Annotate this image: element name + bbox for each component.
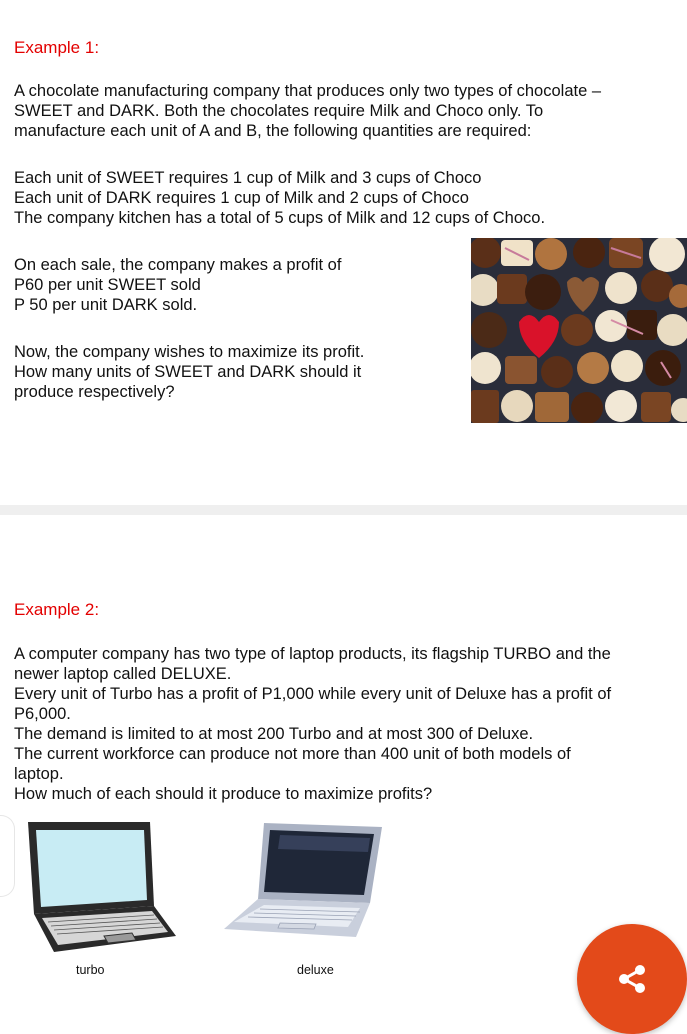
- body-line: The demand is limited to at most 200 Turbo and at most 300 of Deluxe.: [14, 725, 534, 743]
- example-1-intro: [14, 81, 601, 141]
- turbo-laptop-image: [20, 818, 180, 958]
- requirement-line: Each unit of DARK requires 1 cup of Milk and 2 cups of Choco: [14, 189, 469, 207]
- side-tab-edge: [0, 815, 15, 897]
- body-line: newer laptop called DELUXE.: [14, 665, 232, 683]
- slide-separator: [0, 505, 687, 515]
- example-1-profit: [14, 255, 341, 315]
- profit-line: P60 per unit SWEET sold: [14, 276, 201, 294]
- example-1-heading: Example 1:: [14, 38, 100, 57]
- deluxe-laptop-image: [220, 817, 390, 957]
- slide-example-1: [0, 0, 687, 505]
- chocolates-image: [471, 238, 687, 423]
- deluxe-caption: deluxe: [297, 963, 334, 977]
- example-2-body: [14, 644, 680, 804]
- body-line: How much of each should it produce to maximize profits?: [14, 785, 433, 803]
- example-1-question: [14, 342, 364, 402]
- question-line: Now, the company wishes to maximize its profit.: [14, 343, 365, 361]
- requirement-line: The company kitchen has a total of 5 cups of Milk and 12 cups of Choco.: [14, 209, 546, 227]
- body-line: The current workforce can produce not more than 400 unit of both models of: [14, 745, 571, 763]
- intro-line: A chocolate manufacturing company that produces only two types of chocolate –: [14, 82, 602, 100]
- intro-line: SWEET and DARK. Both the chocolates require Milk and Choco only. To: [14, 102, 544, 120]
- share-icon: [615, 962, 649, 996]
- body-line: laptop.: [14, 765, 64, 783]
- requirement-line: Each unit of SWEET requires 1 cup of Milk and 3 cups of Choco: [14, 169, 482, 187]
- profit-line: P 50 per unit DARK sold.: [14, 296, 198, 314]
- profit-line: On each sale, the company makes a profit of: [14, 256, 342, 274]
- turbo-caption: turbo: [76, 963, 105, 977]
- question-line: produce respectively?: [14, 383, 175, 401]
- body-line: Every unit of Turbo has a profit of P1,000 while every unit of Deluxe has a profit of: [14, 685, 612, 703]
- body-line: P6,000.: [14, 705, 71, 723]
- share-button[interactable]: [577, 924, 687, 1034]
- example-1-requirements: [14, 168, 545, 228]
- body-line: A computer company has two type of laptop products, its flagship TURBO and the: [14, 645, 611, 663]
- example-2-heading: Example 2:: [14, 600, 100, 619]
- question-line: How many units of SWEET and DARK should it: [14, 363, 362, 381]
- intro-line: manufacture each unit of A and B, the following quantities are required:: [14, 122, 532, 140]
